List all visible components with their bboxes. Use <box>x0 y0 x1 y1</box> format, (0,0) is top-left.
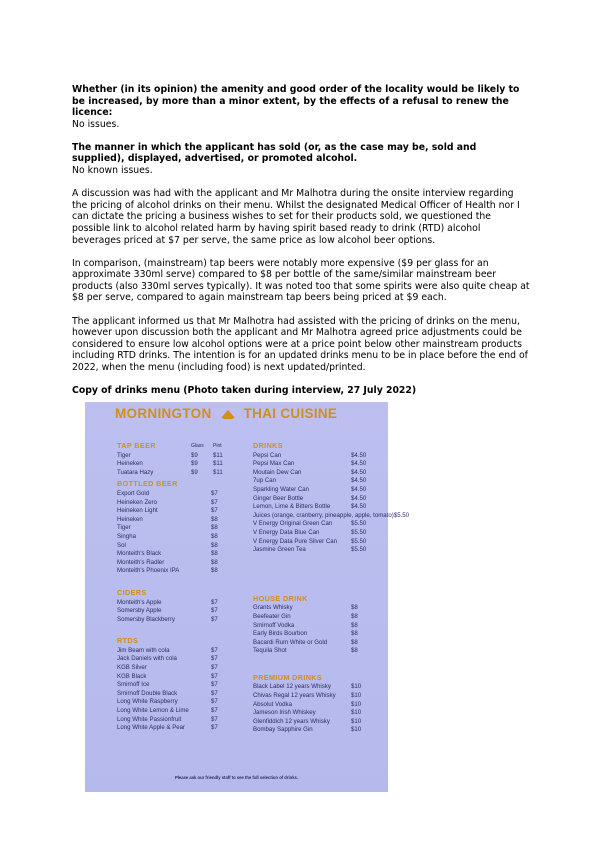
menu-item-price: $7 <box>211 655 218 663</box>
menu-item <box>117 452 233 461</box>
tap-beer-list <box>117 452 233 478</box>
menu-item-price: $5.50 <box>351 528 367 536</box>
menu-item <box>117 616 233 625</box>
menu-item-price: $7 <box>211 715 218 723</box>
menu-item-price: $4.50 <box>351 494 367 502</box>
menu-item-name: Pepsi Max Can <box>253 460 295 468</box>
menu-item <box>117 690 233 699</box>
menu-item <box>117 664 233 673</box>
menu-item-price: $8 <box>351 621 358 629</box>
menu-item-price: $8 <box>211 567 218 575</box>
menu-item <box>117 490 233 499</box>
menu-item-price: $4.50 <box>351 468 367 476</box>
premium-drinks-list <box>253 683 373 735</box>
menu-item-name: V Energy Data Blue Can <box>253 528 320 536</box>
menu-item <box>117 698 233 707</box>
drinks-list <box>253 451 410 555</box>
menu-item-price: $10 <box>351 726 362 734</box>
house-drink-list <box>253 604 373 656</box>
menu-item-price: $7 <box>211 724 218 732</box>
menu-item-price: $4.50 <box>351 503 367 511</box>
menu-item-price: $10 <box>351 709 362 717</box>
col-header-glass: Glass <box>191 443 204 449</box>
menu-item-name: Grants Whisky <box>253 604 293 612</box>
menu-item-price: $7 <box>211 672 218 680</box>
menu-item <box>117 542 233 551</box>
menu-left-column <box>117 442 233 733</box>
paragraph-comparison: In comparison, (mainstream) tap beers were notably more expensive ($9 per glass for an approximate 330ml serve) compared to $8 per bottle of the same/similar mainstream beer products (also 330ml serves typically). It was noted too that some spirits were also quite cheap at $8 per serve, compared to again mainstream tap beers being priced at $9 each. <box>72 257 530 304</box>
menu-item <box>117 599 233 608</box>
heading-manner: The manner in which the applicant has sold (or, as the case may be, sold and supplied), displayed, advertised, or promoted alcohol. <box>72 141 477 165</box>
menu-item <box>117 559 233 568</box>
tap-beer-header <box>117 442 233 452</box>
menu-item <box>253 647 373 656</box>
menu-item-name: Ginger Beer Bottle <box>253 494 304 502</box>
menu-item <box>117 673 233 682</box>
menu-item-price: $7 <box>211 664 218 672</box>
menu-item-price: $7 <box>211 489 218 497</box>
answer-manner: No known issues. <box>72 165 153 177</box>
menu-item <box>117 724 233 733</box>
menu-item-price: $5.50 <box>393 511 410 519</box>
menu-item-price: $10 <box>351 700 362 708</box>
menu-item-name: Moutain Dew Can <box>253 468 302 476</box>
menu-item-price: $7 <box>211 598 218 606</box>
menu-item-name: Sol <box>117 541 126 549</box>
menu-item-name: Chivas Regal 12 years Whisky <box>253 692 336 700</box>
menu-item <box>253 622 373 631</box>
menu-item-price: $7 <box>211 507 218 515</box>
menu-item-price: $8 <box>211 558 218 566</box>
menu-item-price: $8 <box>211 532 218 540</box>
menu-item-name: Somersby Apple <box>117 607 162 615</box>
menu-item-name: Heineken Zero <box>117 498 157 506</box>
section-title: CIDERS <box>117 587 147 597</box>
menu-item-name: Singha <box>117 532 136 540</box>
menu-item-name: Sparkling Water Can <box>253 485 309 493</box>
menu-item <box>253 683 373 692</box>
menu-item-price: $7 <box>211 498 218 506</box>
menu-item-name: V Energy Data Pure Silver Can <box>253 537 337 545</box>
menu-item-price: $4.50 <box>351 477 367 485</box>
menu-item-price: $4.50 <box>351 451 367 459</box>
menu-item-price: $7 <box>211 646 218 654</box>
menu-item <box>253 692 373 701</box>
bottled-beer-list <box>117 490 233 576</box>
menu-title-left: MORNINGTON <box>115 406 212 421</box>
menu-title-right: THAI CUISINE <box>243 406 338 421</box>
menu-item <box>117 516 233 525</box>
rtds-list <box>117 647 233 733</box>
menu-item <box>117 707 233 716</box>
menu-item-name: Bacardi Rum White or Gold <box>253 638 328 646</box>
menu-item-price: $8 <box>211 541 218 549</box>
menu-item <box>253 701 373 710</box>
menu-item <box>117 567 233 576</box>
menu-item-name: Heineken Light <box>117 507 158 515</box>
menu-item-name: Heineken <box>117 515 143 523</box>
menu-item-name: Smirnoff Ice <box>117 681 150 689</box>
heading-amenity: Whether (in its opinion) the amenity and good order of the locality would be likely to be increased, by more than a minor extent, by the effects of a refusal to renew the licence: <box>72 84 520 119</box>
paragraph-discussion: A discussion was had with the applicant and Mr Malhotra during the onsite interview regarding the pricing of alcohol drinks on their menu. Whilst the designated Medical Officer of Health nor I can dictate the pricing a business wishes to set for their products sold, we questioned the possible link to alcohol related harm by having spirit based ready to drink (RTD) alcohol beverages priced at $7 per serve, the same price as low alcohol beer options. <box>72 188 520 246</box>
menu-item <box>117 550 233 559</box>
menu-item-price: $8 <box>351 612 358 620</box>
menu-item-price: $8 <box>351 638 358 646</box>
menu-item <box>253 639 373 648</box>
answer-amenity: No issues. <box>72 118 120 130</box>
menu-item-name: Jack Daniels with cola <box>117 655 177 663</box>
menu-item-name: Monteith's Phoenix IPA <box>117 567 180 575</box>
menu-item <box>117 607 233 616</box>
menu-item-name: Jim Beam with cola <box>117 646 170 654</box>
menu-item-price: $8 <box>351 647 358 655</box>
menu-item-name: Tiger <box>117 524 131 532</box>
menu-item-name: Early Birds Bourbon <box>253 630 308 638</box>
menu-right-column <box>253 441 410 735</box>
menu-item <box>117 716 233 725</box>
menu-item <box>117 681 233 690</box>
menu-item <box>253 709 373 718</box>
menu-item-name: Monteith's Apple <box>117 598 162 606</box>
menu-item-name: Jameson Irish Whiskey <box>253 709 316 717</box>
menu-item-price: $10 <box>351 692 362 700</box>
section-title: TAP BEER <box>117 441 156 450</box>
menu-item <box>253 486 373 495</box>
menu-item-price: $8 <box>351 604 358 612</box>
menu-item-price-glass: $9 <box>191 468 198 476</box>
menu-item <box>117 469 233 478</box>
menu-item-name: Pepsi Can <box>253 451 282 459</box>
menu-item <box>117 507 233 516</box>
menu-item-price: $8 <box>351 630 358 638</box>
menu-item <box>117 460 233 469</box>
menu-item <box>253 495 373 504</box>
section-title: HOUSE DRINK <box>253 593 308 603</box>
section-title: DRINKS <box>253 441 283 450</box>
menu-item-name: Absolut Vodka <box>253 700 292 708</box>
menu-item-name: Monteith's Black <box>117 550 162 558</box>
menu-footnote: Please ask our friendly staff to see the full selection of drinks. <box>174 775 299 780</box>
menu-item-price: $4.50 <box>351 485 367 493</box>
menu-item <box>253 726 373 735</box>
document-body <box>72 84 530 397</box>
menu-item-name: Tequila Shot <box>253 647 287 655</box>
menu-item-price: $8 <box>211 550 218 558</box>
menu-item-name: Long White Lemon & Lime <box>117 707 189 715</box>
menu-item <box>253 718 373 727</box>
section-title: PREMIUM DRINKS <box>253 672 323 682</box>
menu-item <box>253 613 373 622</box>
menu-item-name: Tiger <box>117 451 131 459</box>
menu-item-name: Long White Passionfruit <box>117 715 182 723</box>
menu-item-name: KGB Silver <box>117 664 147 672</box>
menu-item-name: Somersby Blackberry <box>117 615 175 623</box>
menu-item <box>253 469 373 478</box>
menu-item-name: Heineken <box>117 460 143 468</box>
menu-item <box>117 533 233 542</box>
menu-item <box>253 520 373 529</box>
menu-item-name: Smirnoff Vodka <box>253 621 295 629</box>
menu-item-price: $7 <box>211 681 218 689</box>
menu-item-name: 7up Can <box>253 477 277 485</box>
menu-item <box>117 647 233 656</box>
col-header-pint: Pint <box>213 443 222 449</box>
menu-item <box>253 529 373 538</box>
menu-item-price-pint: $11 <box>213 451 223 459</box>
menu-item-name: Black Label 12 years Whisky <box>253 683 331 691</box>
menu-item-name: Beefeater Gin <box>253 612 291 620</box>
menu-item-price-pint: $11 <box>213 468 223 476</box>
menu-item <box>253 546 373 555</box>
menu-item-price: $8 <box>211 524 218 532</box>
temple-logo-icon <box>220 410 236 419</box>
menu-item <box>253 503 373 512</box>
menu-item-price: $7 <box>211 607 218 615</box>
menu-item-name: Lemon, Lime & Bitters Bottle <box>253 503 331 511</box>
menu-item-name: Juices (orange, cranberry, pineapple, apple, tomato) <box>253 511 394 519</box>
menu-item <box>253 538 373 547</box>
menu-item-price-glass: $9 <box>191 460 198 468</box>
menu-item <box>253 604 373 613</box>
menu-item-name: KGB Black <box>117 672 147 680</box>
menu-item-price: $7 <box>211 689 218 697</box>
drinks-menu-photo <box>85 402 410 792</box>
menu-item-name: V Energy Original Green Can <box>253 520 333 528</box>
menu-item-price: $5.50 <box>351 520 367 528</box>
menu-item-price: $10 <box>351 717 362 725</box>
section-title: BOTTLED BEER <box>117 479 178 489</box>
menu-item <box>117 524 233 533</box>
menu-item-name: Export Gold <box>117 489 150 497</box>
photo-caption: Copy of drinks menu (Photo taken during interview, 27 July 2022) <box>72 384 417 396</box>
menu-item-price: $5.50 <box>351 546 367 554</box>
menu-item-price: $8 <box>211 515 218 523</box>
menu-item-price: $5.50 <box>351 537 367 545</box>
menu-item <box>253 630 373 639</box>
menu-item-price: $4.50 <box>351 460 367 468</box>
menu-item-price-pint: $11 <box>213 460 223 468</box>
menu-item-name: Tuatara Hazy <box>117 468 154 476</box>
menu-item-name: Smirnoff Double Black <box>117 689 178 697</box>
section-title: RTDS <box>117 636 139 646</box>
menu-item <box>253 452 373 461</box>
menu-item-name: Jasmine Green Tea <box>253 546 306 554</box>
menu-item-price: $7 <box>211 615 218 623</box>
menu-item <box>253 460 373 469</box>
menu-item-name: Glenfiddich 12 years Whisky <box>253 717 330 725</box>
menu-item-name: Long White Raspberry <box>117 698 178 706</box>
menu-title <box>115 406 337 421</box>
menu-item-name: Bombay Sapphire Gin <box>253 726 313 734</box>
paragraph-outcome: The applicant informed us that Mr Malhotra had assisted with the pricing of drinks on the menu, however upon discussion both the applicant and Mr Malhotra agreed price adjustments could be considered to ensure low alcohol options were at a price point below other mainstream products including RTD drinks. The intention is for an updated drinks menu to be in place before the end of 2022, when the menu (including food) is next updated/printed. <box>72 315 528 373</box>
menu-item <box>117 499 233 508</box>
menu-item-price: $10 <box>351 683 362 691</box>
ciders-list <box>117 599 233 625</box>
menu-item-name: Monteith's Radler <box>117 558 165 566</box>
menu-item <box>253 477 373 486</box>
menu-item-price: $7 <box>211 698 218 706</box>
menu-item-name: Long White Apple & Pear <box>117 724 186 732</box>
menu-item <box>253 511 410 521</box>
menu-item-price-glass: $9 <box>191 451 198 459</box>
menu-item-price: $7 <box>211 707 218 715</box>
menu-item <box>117 655 233 664</box>
